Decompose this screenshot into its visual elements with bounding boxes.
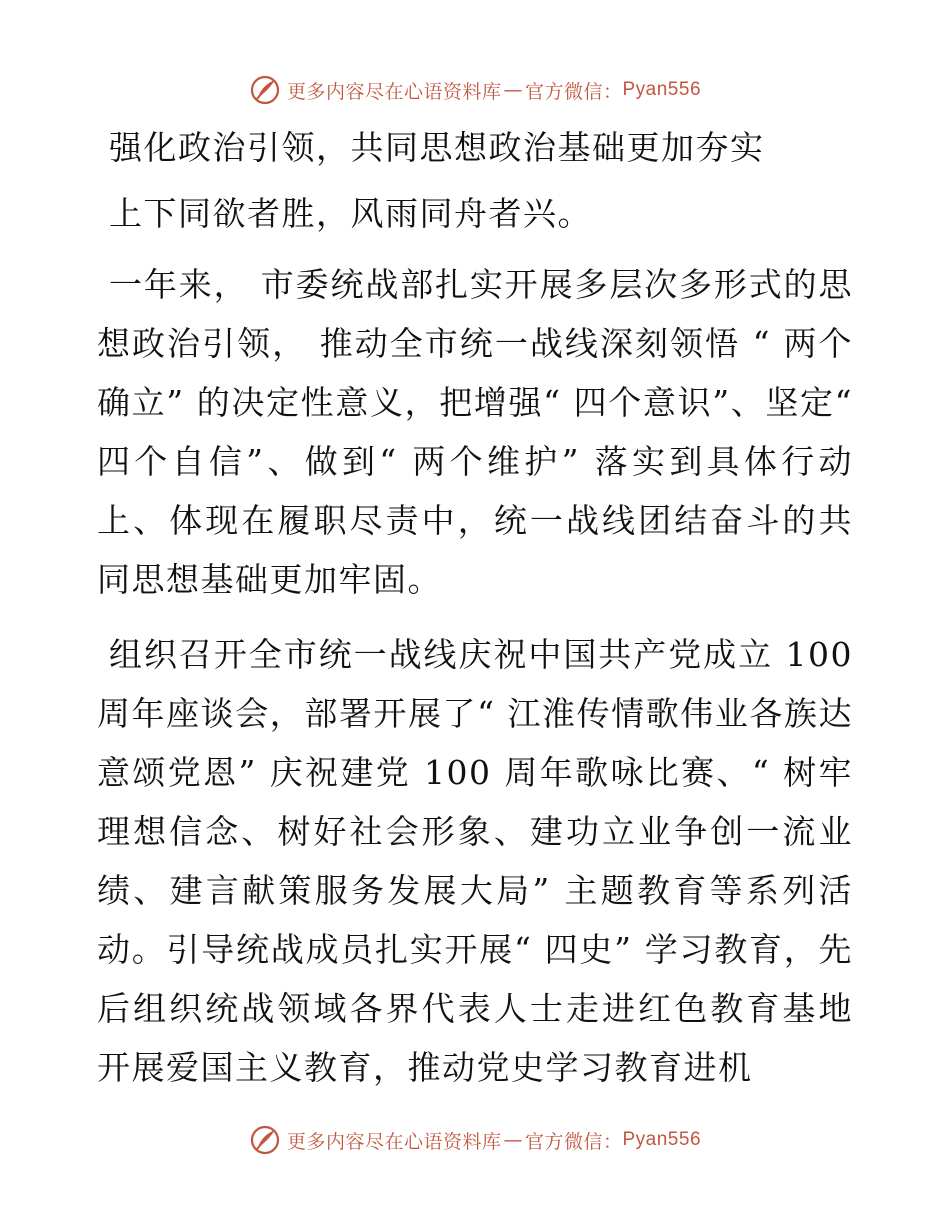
quill-logo-icon (249, 74, 281, 106)
header-watermark (0, 70, 950, 110)
paragraph-2: 组织召开全市统一战线庆祝中国共产党成立 100 周年座谈会，部署开展了“ 江淮传情歌伟业各族达意颂党恩” 庆祝建党 100 周年歌咏比赛、“ 树牢理想信念、树好社会形象、建功立业争创一流业绩、建言献策服务发展大局” 主题教育等系列活动。引导统战成员扎实开展“ 四史” 学习教育，先后组织统战领域各界代表人士走进红色教育基地开展爱国主义教育，推动党史学习教育进机 (97, 635, 853, 1087)
watermark-text: 更多内容尽在心语资料库 (286, 80, 502, 103)
watermark-label: 官方微信： (524, 1130, 623, 1153)
watermark-separator: — (503, 1129, 523, 1151)
document-body (97, 120, 853, 1097)
section-heading: 强化政治引领，共同思想政治基础更加夯实 (109, 128, 765, 167)
watermark-separator: — (503, 79, 523, 101)
watermark-wechat-id: Pyan556 (622, 1129, 702, 1150)
paragraph-1: 一年来， 市委统战部扎实开展多层次多形式的思想政治引领， 推动全市统一战线深刻领悟 “ 两个确立” 的决定性意义，把增强“ 四个意识”、坚定“ 四个自信”、做到“ 两个维护” 落实到具体行动上、体现在履职尽责中，统一战线团结奋斗的共同思想基础更加牢固。 (97, 265, 853, 599)
footer-watermark (0, 1120, 950, 1160)
watermark-label: 官方微信： (524, 80, 623, 103)
quill-logo-icon (249, 1124, 281, 1156)
watermark-text: 更多内容尽在心语资料库 (286, 1130, 502, 1153)
lead-sentence: 上下同欲者胜，风雨同舟者兴。 (109, 194, 592, 233)
watermark-wechat-id: Pyan556 (622, 79, 702, 100)
